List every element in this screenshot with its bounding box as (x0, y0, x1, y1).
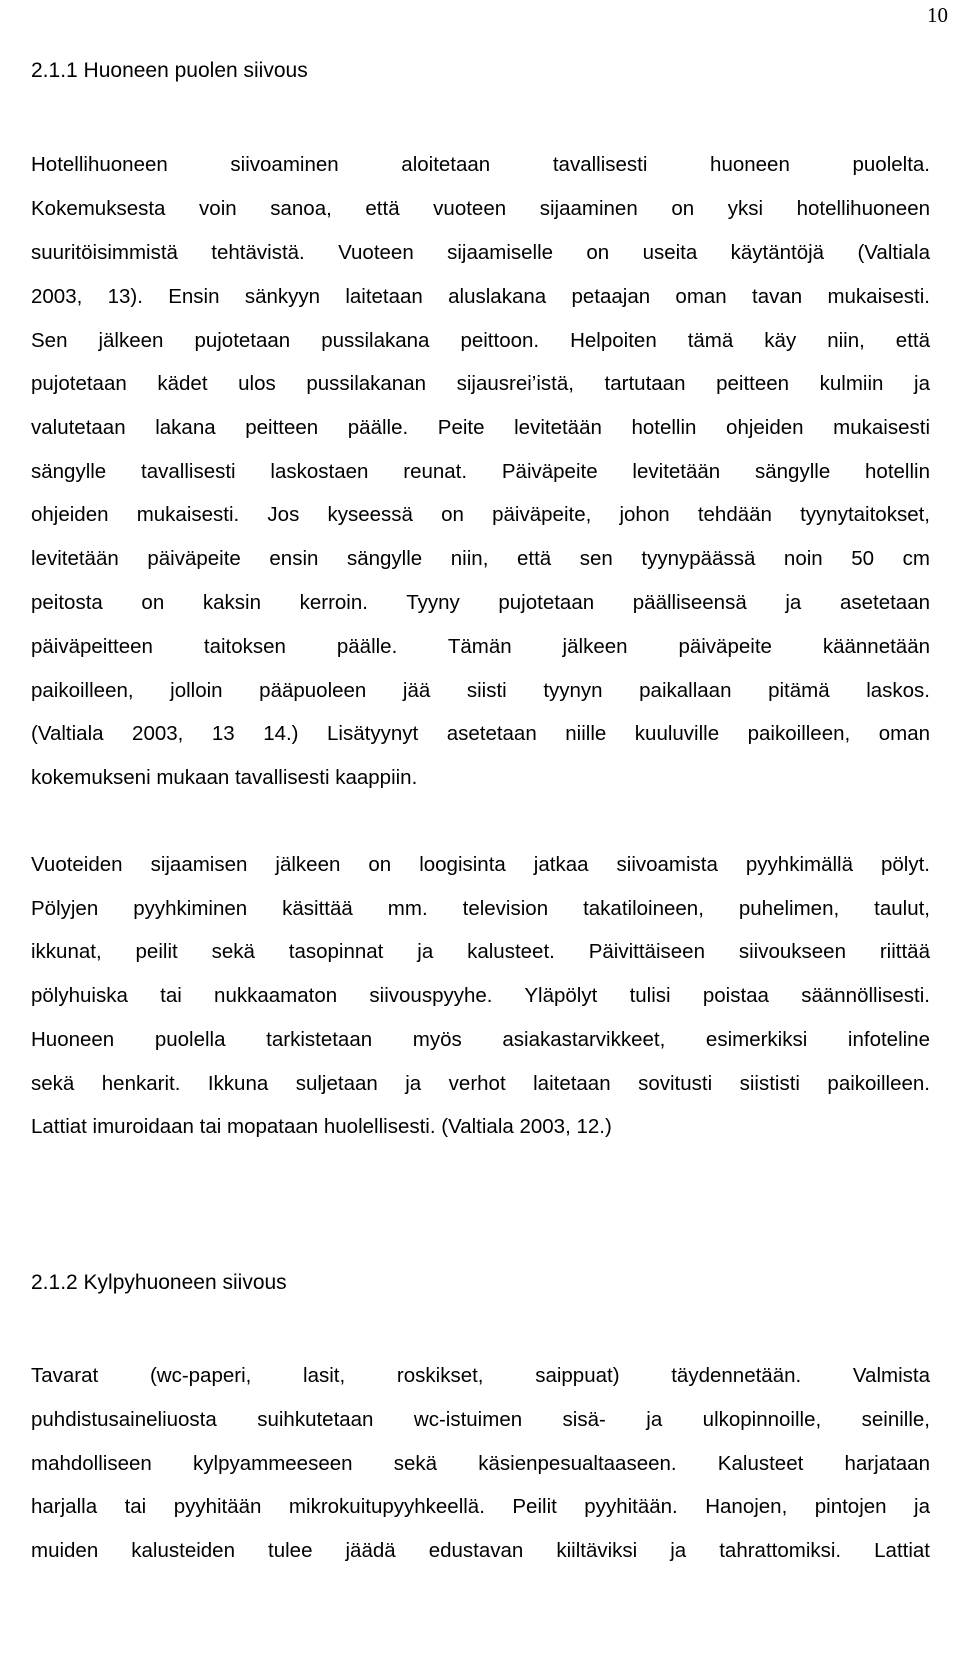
text-line: (Valtiala 2003, 13 14.) Lisätyynyt asetetaan niille kuuluville paikoilleen, oman (31, 722, 930, 745)
text-line: pujotetaan kädet ulos pussilakanan sijausrei’istä, tartutaan peitteen kulmiin ja (31, 372, 930, 395)
text-line: levitetään päiväpeite ensin sängylle niin, että sen tyynypäässä noin 50 cm (31, 547, 930, 570)
text-line: paikoilleen, jolloin pääpuoleen jää siisti tyynyn paikallaan pitämä laskos. (31, 679, 930, 702)
text-line: Kokemuksesta voin sanoa, että vuoteen sijaaminen on yksi hotellihuoneen (31, 197, 930, 220)
text-line: sängylle tavallisesti laskostaen reunat. Päiväpeite levitetään sängylle hotellin (31, 460, 930, 483)
text-line: Sen jälkeen pujotetaan pussilakana peittoon. Helpoiten tämä käy niin, että (31, 329, 930, 352)
text-line: suuritöisimmistä tehtävistä. Vuoteen sijaamiselle on useita käytäntöjä (Valtiala (31, 241, 930, 264)
text-line: Lattiat imuroidaan tai mopataan huolellisesti. (Valtiala 2003, 12.) (31, 1115, 612, 1138)
page-number: 10 (927, 3, 948, 27)
text-line: pölyhuiska tai nukkaamaton siivouspyyhe. Yläpölyt tulisi poistaa säännöllisesti. (31, 984, 930, 1007)
text-line: muiden kalusteiden tulee jäädä edustavan kiiltäviksi ja tahrattomiksi. Lattiat (31, 1539, 930, 1562)
section-heading-huoneen-puolen-siivous: 2.1.1 Huoneen puolen siivous (31, 59, 308, 82)
text-line: päiväpeitteen taitoksen päälle. Tämän jälkeen päiväpeite käännetään (31, 635, 930, 658)
text-line: Hotellihuoneen siivoaminen aloitetaan tavallisesti huoneen puolelta. (31, 153, 930, 176)
text-line: kokemukseni mukaan tavallisesti kaappiin. (31, 766, 418, 789)
text-line: 2003, 13). Ensin sänkyyn laitetaan aluslakana petaajan oman tavan mukaisesti. (31, 285, 930, 308)
text-line: mahdolliseen kylpyammeeseen sekä käsienpesualtaaseen. Kalusteet harjataan (31, 1452, 930, 1475)
text-line: Vuoteiden sijaamisen jälkeen on loogisinta jatkaa siivoamista pyyhkimällä pölyt. (31, 853, 930, 876)
text-line: peitosta on kaksin kerroin. Tyyny pujotetaan päälliseensä ja asetetaan (31, 591, 930, 614)
text-line: Huoneen puolella tarkistetaan myös asiakastarvikkeet, esimerkiksi infoteline (31, 1028, 930, 1051)
text-line: Pölyjen pyyhkiminen käsittää mm. television takatiloineen, puhelimen, taulut, (31, 897, 930, 920)
text-line: Tavarat (wc-paperi, lasit, roskikset, saippuat) täydennetään. Valmista (31, 1364, 930, 1387)
text-line: ohjeiden mukaisesti. Jos kyseessä on päiväpeite, johon tehdään tyynytaitokset, (31, 503, 930, 526)
text-line: sekä henkarit. Ikkuna suljetaan ja verhot laitetaan sovitusti siististi paikoilleen. (31, 1072, 930, 1095)
text-line: harjalla tai pyyhitään mikrokuitupyyhkeellä. Peilit pyyhitään. Hanojen, pintojen ja (31, 1495, 930, 1518)
text-line: puhdistusaineliuosta suihkutetaan wc-istuimen sisä- ja ulkopinnoille, seinille, (31, 1408, 930, 1431)
text-line: ikkunat, peilit sekä tasopinnat ja kalusteet. Päivittäiseen siivoukseen riittää (31, 940, 930, 963)
section-heading-kylpyhuoneen-siivous: 2.1.2 Kylpyhuoneen siivous (31, 1271, 287, 1294)
text-line: valutetaan lakana peitteen päälle. Peite levitetään hotellin ohjeiden mukaisesti (31, 416, 930, 439)
